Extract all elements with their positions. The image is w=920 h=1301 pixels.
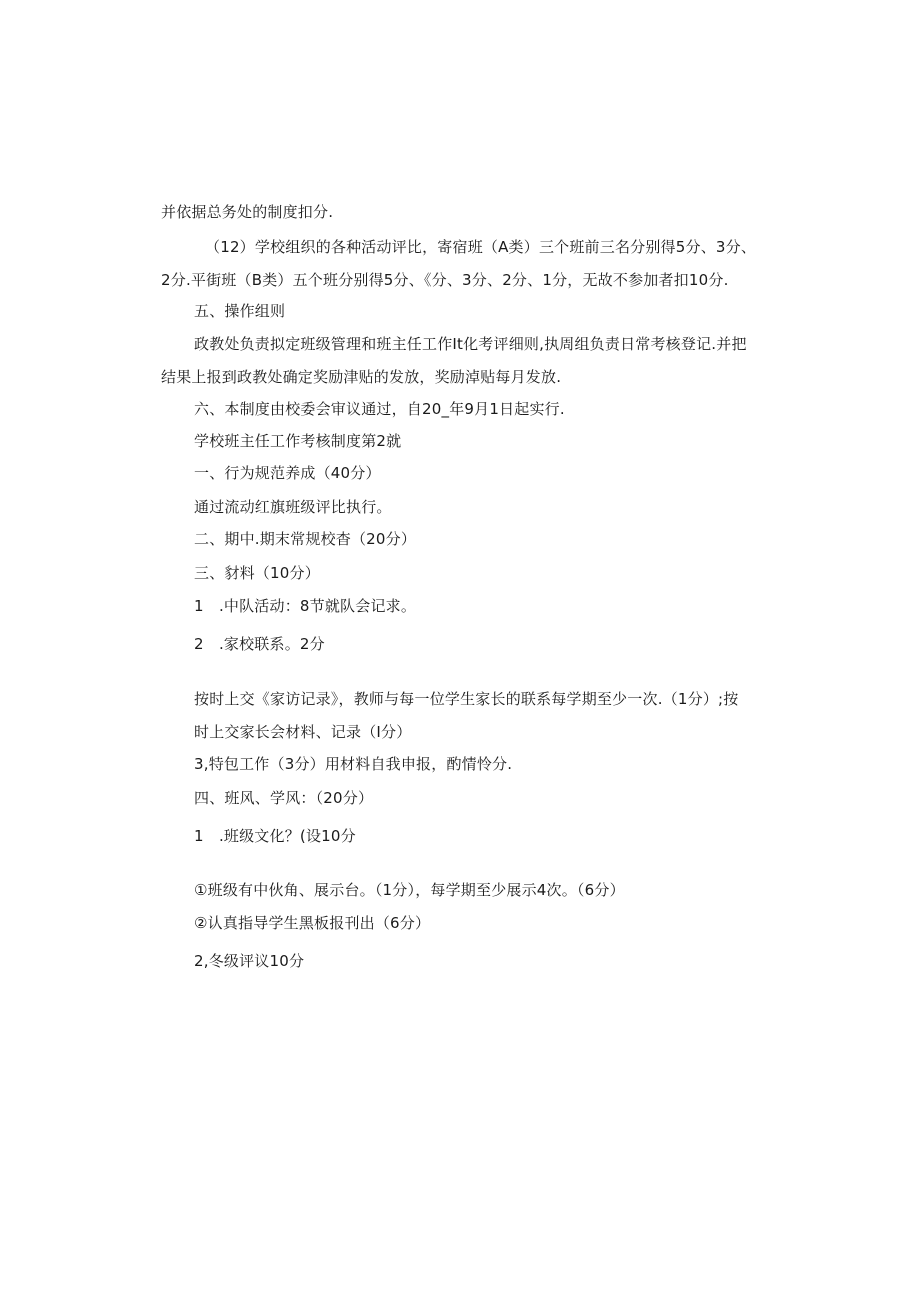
list-item: 3,特包工作（3分）用材料自我申报，酌情怜分.: [194, 755, 513, 773]
section-heading: 四、班风、学风：（20分）: [194, 789, 374, 807]
text-line: 时上交家长会材料、记录（I分）: [194, 723, 412, 741]
list-item: 1 .中队活动：8节就队会记求。: [194, 597, 417, 615]
list-item: 2 .家校联系。2分: [194, 635, 325, 653]
document-title: 学校班主任工作考核制度第2就: [194, 432, 402, 450]
section-heading: 三、豺料（10分）: [194, 564, 320, 582]
text-line: 通过流动红旗班级评比执行。: [194, 498, 392, 516]
text-line: 并依据总务处的制度扣分.: [161, 203, 334, 221]
section-heading: 五、操作组则: [194, 302, 286, 320]
section-heading: 六、本制度由校委会审议通过，自20_年9月1日起实行.: [194, 400, 565, 418]
list-item: ②认真指导学生黑板报刊出（6分）: [194, 914, 431, 932]
list-item: 2,冬级评议10分: [194, 952, 305, 970]
section-heading: 二、期中.期末常规校杳（20分）: [194, 530, 417, 548]
list-item: 1 .班级文化？(设10分: [194, 827, 356, 845]
list-item: ①班级有中伙角、展示台。（1分），每学期至少展示4次。（6分）: [194, 881, 625, 899]
text-line: 2分.平街班（B类）五个班分别得5分、《分、3分、2分、1分，无故不参加者扣10分.: [161, 271, 729, 289]
text-line: 按时上交《家访记录》，教师与每一位学生家长的联系每学期至少一次.（1分）;按: [194, 690, 739, 708]
section-heading: 一、行为规范养成（40分）: [194, 464, 381, 482]
text-line: 结果上报到政教处确定奖励津贴的发放，奖励淖贴每月发放.: [161, 368, 562, 386]
text-line: （12）学校组织的各种活动评比，寄宿班（A类）三个班前三名分别得5分、3分、: [205, 238, 757, 256]
text-line: 政教处负责拟定班级管理和班主任工作It化考评细则,执周组负责日常考核登记.并把: [194, 335, 747, 353]
